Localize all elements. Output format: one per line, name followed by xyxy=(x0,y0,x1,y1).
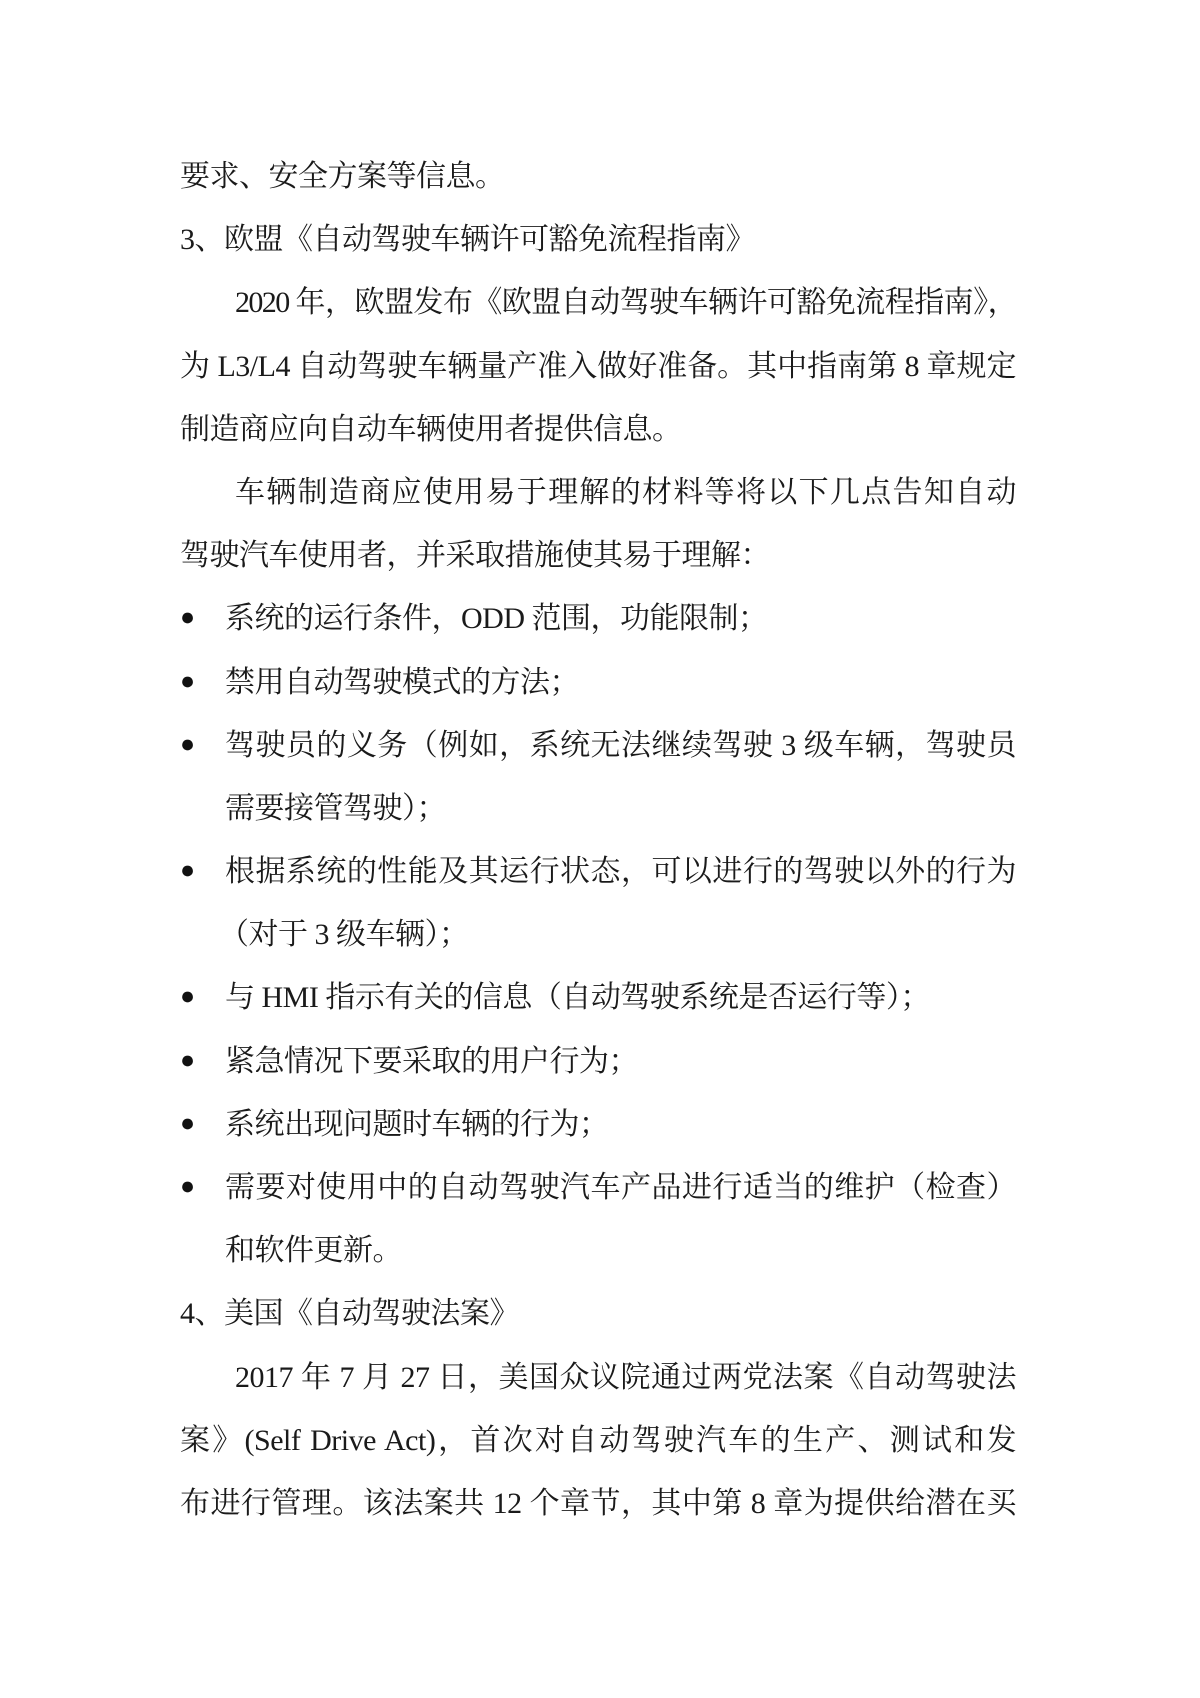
text-line: 制造商应向自动车辆使用者提供信息。 xyxy=(180,412,682,446)
bullet-icon: ● xyxy=(180,667,196,695)
bullet-item xyxy=(180,840,1016,903)
bullet-item-text: 禁用自动驾驶模式的方法； xyxy=(225,665,579,699)
section-heading-us-act: 4、美国《自动驾驶法案》 xyxy=(180,1297,519,1331)
bullet-item-text: 需要对使用中的自动驾驶汽车产品进行适当的维护（检查） xyxy=(225,1171,1016,1204)
bullet-icon: ● xyxy=(180,1173,196,1200)
bullet-continuation-line: 需要接管驾驶）； xyxy=(225,791,446,825)
text-line: 车辆制造商应使用易于理解的材料等将以下几点告知自动 xyxy=(235,475,1016,509)
bullet-item-text: 系统的运行条件，ODD 范围，功能限制； xyxy=(225,602,768,636)
bullet-icon: ● xyxy=(180,857,196,885)
bullet-item-text: 与 HMI 指示有关的信息（自动驾驶系统是否运行等）； xyxy=(225,981,930,1015)
bullet-item-text: 驾驶员的义务（例如，系统无法继续驾驶 3 级车辆，驾驶员 xyxy=(225,728,1016,762)
section-heading-eu-guide: 3、欧盟《自动驾驶车辆许可豁免流程指南》 xyxy=(180,223,755,257)
bullet-continuation-line: 和软件更新。 xyxy=(225,1234,402,1268)
bullet-item xyxy=(180,1093,1016,1156)
bullet-item xyxy=(180,714,1016,777)
bullet-item xyxy=(180,966,1016,1029)
text-line: 布进行管理。该法案共 12 个章节，其中第 8 章为提供给潜在买 xyxy=(180,1486,1016,1520)
bullet-icon: ● xyxy=(180,730,196,758)
text-line: 2017 年 7 月 27 日，美国众议院通过两党法案《自动驾驶法 xyxy=(235,1360,1016,1394)
bullet-item xyxy=(180,1030,1016,1093)
text-line: 2020 年，欧盟发布《欧盟自动驾驶车辆许可豁免流程指南》， xyxy=(235,286,1016,320)
document-body xyxy=(180,145,1016,1535)
text-line: 驾驶汽车使用者，并采取措施使其易于理解： xyxy=(180,539,770,573)
text-line: 要求、安全方案等信息。 xyxy=(180,160,505,193)
text-line: 案》(Self Drive Act)，首次对自动驾驶汽车的生产、测试和发 xyxy=(180,1423,1016,1457)
bullet-item-text: 根据系统的性能及其运行状态，可以进行的驾驶以外的行为 xyxy=(225,855,1016,889)
bullet-icon: ● xyxy=(180,1109,196,1137)
bullet-continuation-line: （对于 3 级车辆）； xyxy=(219,918,469,952)
bullet-icon: ● xyxy=(180,604,196,632)
bullet-item xyxy=(180,587,1016,650)
bullet-item-text: 紧急情况下要采取的用户行为； xyxy=(225,1044,638,1078)
text-line: 为 L3/L4 自动驾驶车辆量产准入做好准备。其中指南第 8 章规定 xyxy=(180,349,1016,383)
bullet-item xyxy=(180,1156,1016,1219)
bullet-icon: ● xyxy=(180,1046,196,1074)
bullet-icon: ● xyxy=(180,983,196,1011)
bullet-item xyxy=(180,651,1016,714)
bullet-item-text: 系统出现问题时车辆的行为； xyxy=(225,1107,609,1141)
